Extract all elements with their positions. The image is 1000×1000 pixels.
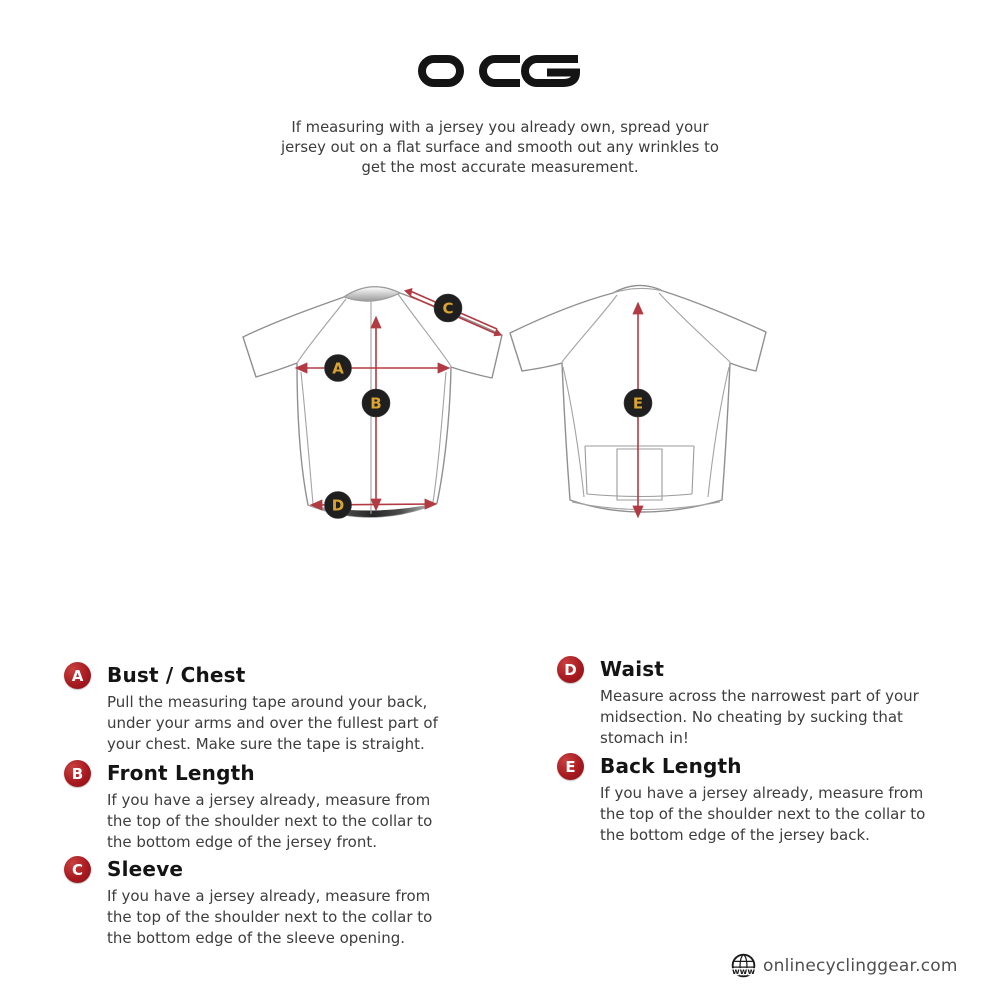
- measurement-section-b: [64, 760, 494, 853]
- svg-text:A: A: [332, 359, 344, 378]
- measurement-title: Waist: [600, 657, 665, 681]
- description-line: If you have a jersey already, measure from: [600, 784, 924, 802]
- website-url: onlinecyclinggear.com: [763, 955, 958, 976]
- measurement-title: Front Length: [107, 761, 255, 785]
- measurement-title: Back Length: [600, 754, 742, 778]
- marker-e: [624, 389, 652, 417]
- measurement-badge-c: C: [64, 856, 91, 883]
- marker-d: [325, 492, 352, 519]
- description-line: the bottom edge of the sleeve opening.: [107, 929, 405, 947]
- logo-letter-o: [422, 59, 460, 83]
- description-line: under your arms and over the fullest part of: [107, 714, 438, 732]
- marker-b: [362, 389, 390, 417]
- measurement-description: [107, 692, 438, 755]
- description-line: your chest. Make sure the tape is straight.: [107, 735, 425, 753]
- measurement-badge-e: E: [557, 753, 584, 780]
- description-line: Measure across the narrowest part of your: [600, 687, 919, 705]
- description-line: Pull the measuring tape around your back,: [107, 693, 428, 711]
- ocg-logo: [410, 51, 586, 91]
- marker-a: [325, 355, 352, 382]
- svg-text:www: www: [731, 965, 756, 976]
- front-jersey-illustration: [243, 287, 502, 519]
- description-line: If you have a jersey already, measure from: [107, 887, 431, 905]
- description-line: the bottom edge of the jersey back.: [600, 826, 870, 844]
- description-line: stomach in!: [600, 729, 689, 747]
- measurement-description: [600, 783, 925, 846]
- instruction-line: jersey out on a flat surface and smooth out any wrinkles to: [281, 139, 719, 156]
- instruction-line: If measuring with a jersey you already own, spread your: [291, 119, 709, 136]
- measurement-badge-b: B: [64, 760, 91, 787]
- measurement-title: Sleeve: [107, 857, 184, 881]
- description-line: the bottom edge of the jersey front.: [107, 833, 377, 851]
- measurement-badge-a: A: [64, 662, 91, 689]
- description-line: the top of the shoulder next to the collar to: [600, 805, 926, 823]
- measurement-badge-d: D: [557, 656, 584, 683]
- measurement-section-d: [557, 656, 987, 749]
- svg-text:E: E: [632, 394, 644, 413]
- measurement-section-a: [64, 662, 494, 755]
- measurement-title: Bust / Chest: [107, 663, 246, 687]
- svg-text:D: D: [331, 496, 345, 515]
- measurement-section-c: [64, 856, 494, 949]
- marker-c: [434, 294, 462, 322]
- back-jersey-illustration: [510, 285, 766, 516]
- svg-text:B: B: [370, 394, 382, 413]
- description-line: the top of the shoulder next to the collar to: [107, 812, 433, 830]
- globe-icon: [731, 953, 756, 978]
- description-line: If you have a jersey already, measure from: [107, 791, 431, 809]
- measurement-description: [107, 886, 432, 949]
- jersey-measurement-diagram: [225, 268, 785, 558]
- svg-text:C: C: [442, 299, 454, 318]
- website-footer: [731, 953, 958, 978]
- measurement-section-e: [557, 753, 987, 846]
- measurement-description: [600, 686, 919, 749]
- measuring-instructions: [0, 118, 1000, 178]
- measurement-description: [107, 790, 432, 853]
- instruction-line: get the most accurate measurement.: [361, 159, 639, 176]
- description-line: midsection. No cheating by sucking that: [600, 708, 903, 726]
- logo-letter-c: [483, 59, 520, 83]
- logo-letter-g: [525, 59, 578, 83]
- description-line: the top of the shoulder next to the collar to: [107, 908, 433, 926]
